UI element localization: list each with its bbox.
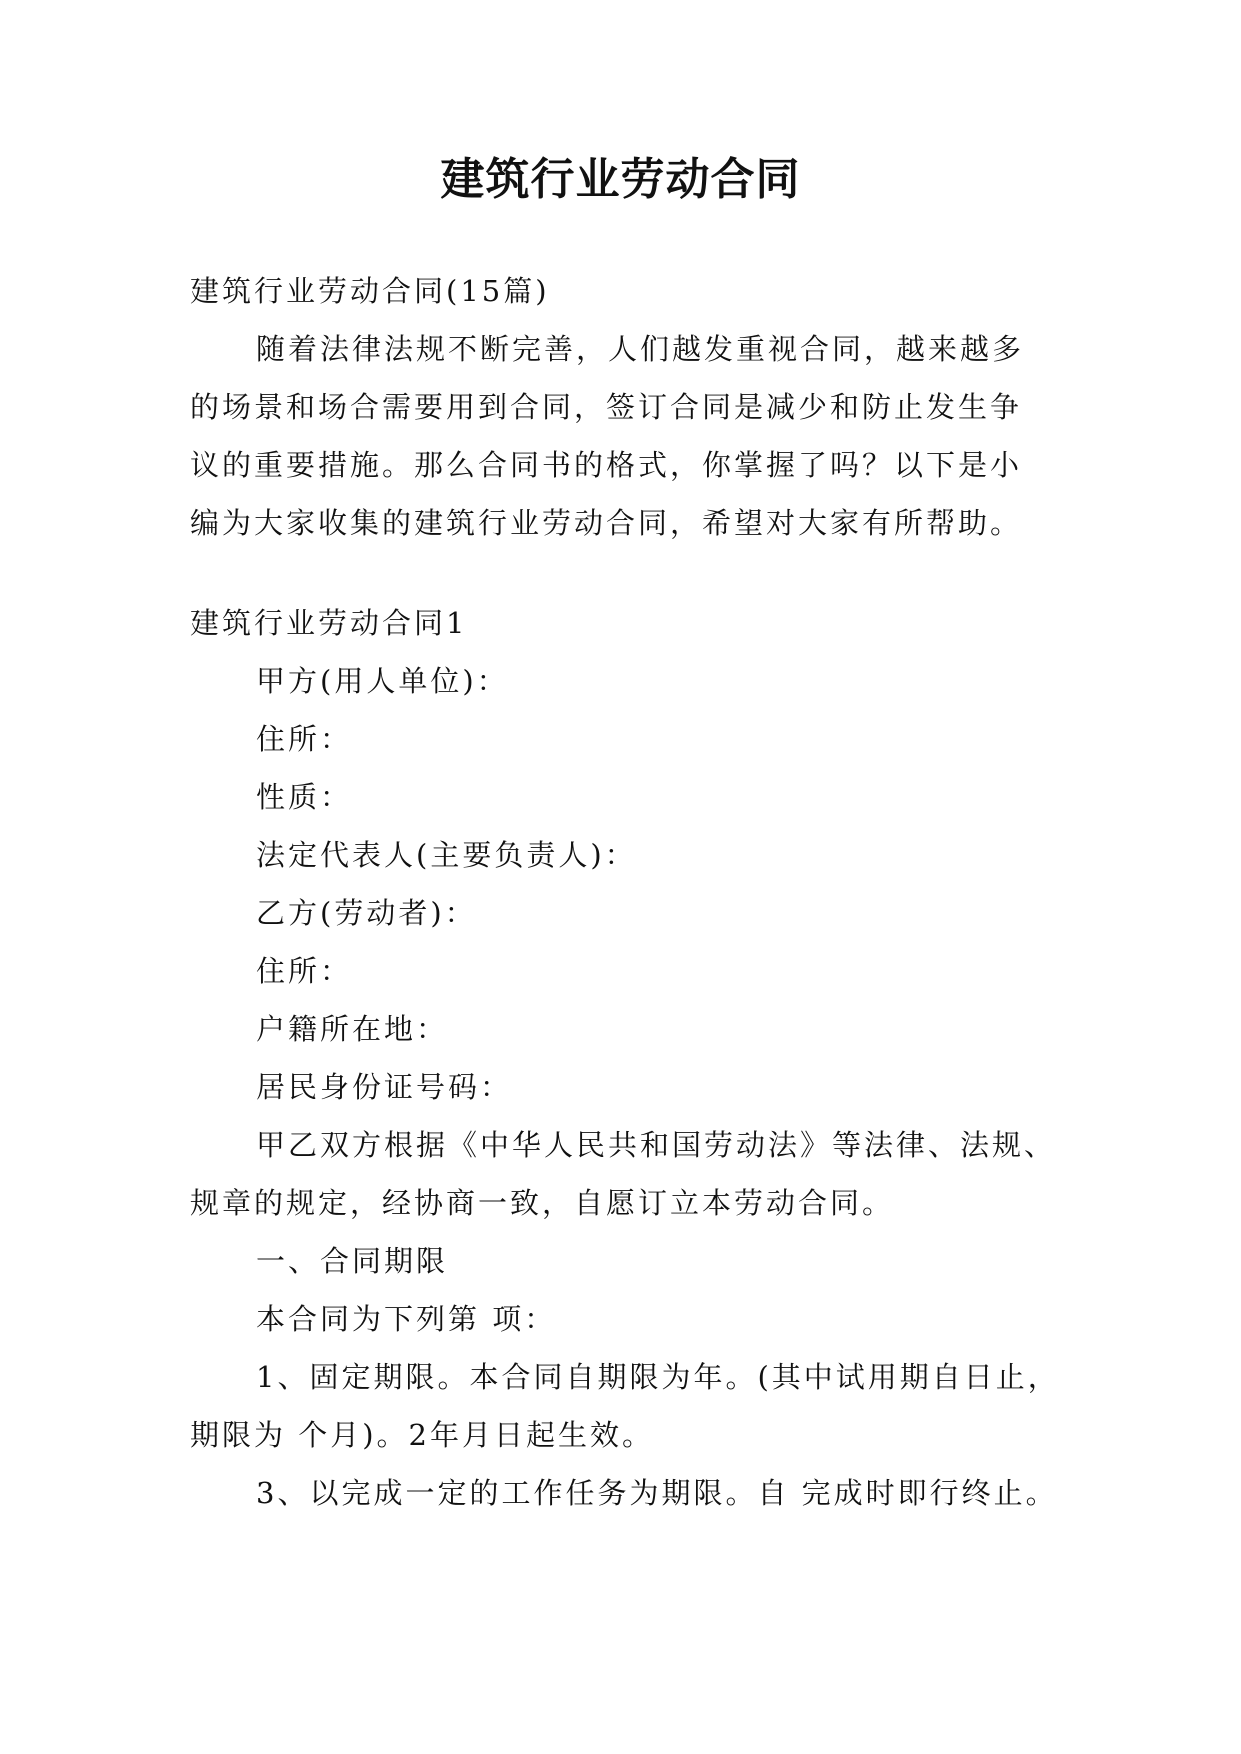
legal-representative-field: 法定代表人(主要负责人)： [256,838,637,872]
clause-heading: 一、合同期限 [256,1244,449,1278]
document-body [190,262,1060,1522]
party-a-nature-field: 性质： [256,780,353,814]
clause-intro: 本合同为下列第 项： [256,1302,557,1336]
clause-1-line: 期限为 个月)。2年月日起生效。 [190,1418,654,1452]
party-b-address-field: 住所： [256,954,353,988]
household-registration-field: 户籍所在地： [256,1012,449,1046]
party-b-field: 乙方(劳动者)： [256,896,477,930]
party-a-address-field: 住所： [256,722,353,756]
intro-paragraph-line: 编为大家收集的建筑行业劳动合同，希望对大家有所帮助。 [190,506,1023,540]
document-title: 建筑行业劳动合同 [440,154,801,205]
intro-paragraph-line: 的场景和场合需要用到合同，签订合同是减少和防止发生争 [190,390,1023,424]
clause-3-line: 3、以完成一定的工作任务为期限。自 完成时即行终止。 [256,1476,1058,1510]
agreement-paragraph-line: 甲乙双方根据《中华人民共和国劳动法》等法律、法规、 [256,1128,1057,1162]
agreement-paragraph-line: 规章的规定，经协商一致，自愿订立本劳动合同。 [190,1186,895,1220]
clause-1-line: 1、固定期限。本合同自期限为年。(其中试用期自日止， [256,1360,1060,1394]
intro-paragraph-line: 随着法律法规不断完善，人们越发重视合同，越来越多 [256,332,1025,366]
intro-paragraph-line: 议的重要措施。那么合同书的格式，你掌握了吗？以下是小 [190,448,1023,482]
section-gap [190,552,1060,594]
id-number-field: 居民身份证号码： [256,1070,513,1104]
party-a-field: 甲方(用人单位)： [256,664,509,698]
section-heading: 建筑行业劳动合同1 [190,606,468,640]
document-subtitle: 建筑行业劳动合同(15篇) [190,274,550,308]
